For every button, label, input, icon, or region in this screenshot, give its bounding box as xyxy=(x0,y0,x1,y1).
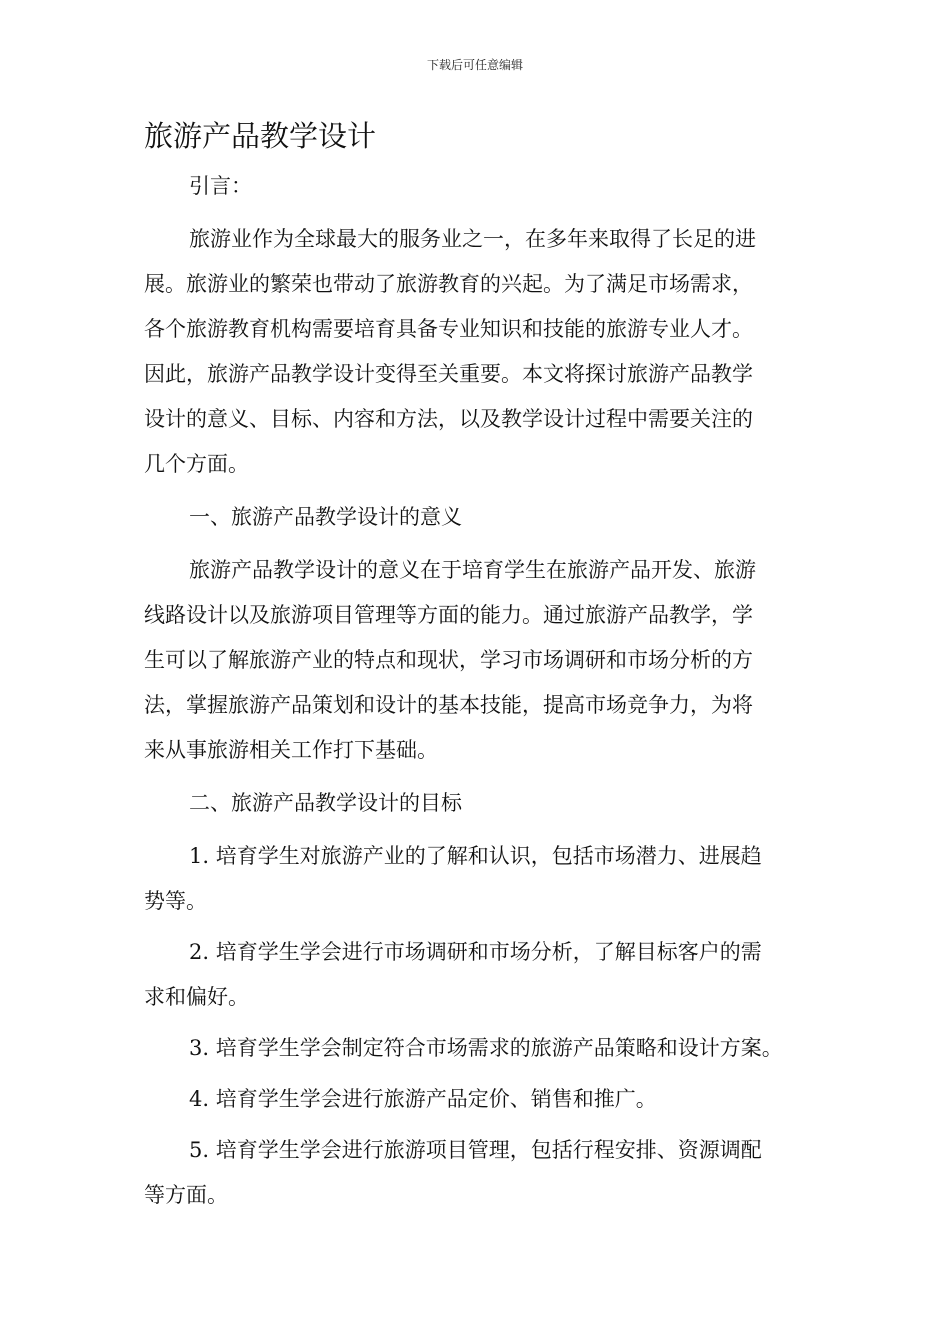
text-line: 旅游业作为全球最大的服务业之一，在多年来取得了长足的进 xyxy=(189,227,756,251)
text-line: 5. 培育学生学会进行旅游项目管理，包括行程安排、资源调配 xyxy=(189,1138,762,1162)
goal-item-5 xyxy=(144,1128,816,1218)
text-line: 线路设计以及旅游项目管理等方面的能力。通过旅游产品教学，学 xyxy=(144,603,753,627)
section1-heading xyxy=(144,495,816,540)
text-line: 势等。 xyxy=(144,889,207,913)
header-note: 下载后可任意编辑 xyxy=(426,58,523,72)
document-body xyxy=(144,164,816,1218)
text-line: 1. 培育学生对旅游产业的了解和认识，包括市场潜力、进展趋 xyxy=(189,844,762,868)
text-line: 各个旅游教育机构需要培育具备专业知识和技能的旅游专业人才。 xyxy=(144,317,753,341)
text-line: 引言： xyxy=(189,174,252,198)
text-line: 旅游产品教学设计的意义在于培育学生在旅游产品开发、旅游 xyxy=(189,558,756,582)
goal-item-3 xyxy=(144,1026,816,1071)
section2-heading xyxy=(144,781,816,826)
document-title: 旅游产品教学设计 xyxy=(144,119,377,153)
text-line: 来从事旅游相关工作打下基础。 xyxy=(144,738,438,762)
text-line: 生可以了解旅游产业的特点和现状，学习市场调研和市场分析的方 xyxy=(144,648,753,672)
text-line: 几个方面。 xyxy=(144,452,249,476)
section-heading: 二、旅游产品教学设计的目标 xyxy=(189,791,462,815)
text-line: 因此，旅游产品教学设计变得至关重要。本文将探讨旅游产品教学 xyxy=(144,362,753,386)
goal-item-1 xyxy=(144,834,816,924)
text-line: 法，掌握旅游产品策划和设计的基本技能，提高市场竞争力，为将 xyxy=(144,693,753,717)
section1-paragraph xyxy=(144,548,816,773)
text-line: 设计的意义、目标、内容和方法，以及教学设计过程中需要关注的 xyxy=(144,407,753,431)
section-heading: 一、旅游产品教学设计的意义 xyxy=(189,505,462,529)
text-line: 求和偏好。 xyxy=(144,985,249,1009)
intro-heading xyxy=(144,164,816,209)
text-line: 展。旅游业的繁荣也带动了旅游教育的兴起。为了满足市场需求， xyxy=(144,272,753,296)
goal-item-4 xyxy=(144,1077,816,1122)
text-line: 等方面。 xyxy=(144,1183,228,1207)
text-line: 4. 培育学生学会进行旅游产品定价、销售和推广。 xyxy=(189,1087,657,1111)
text-line: 3. 培育学生学会制定符合市场需求的旅游产品策略和设计方案。 xyxy=(189,1036,783,1060)
text-line: 2. 培育学生学会进行市场调研和市场分析，了解目标客户的需 xyxy=(189,940,762,964)
intro-paragraph xyxy=(144,217,816,487)
goal-item-2 xyxy=(144,930,816,1020)
